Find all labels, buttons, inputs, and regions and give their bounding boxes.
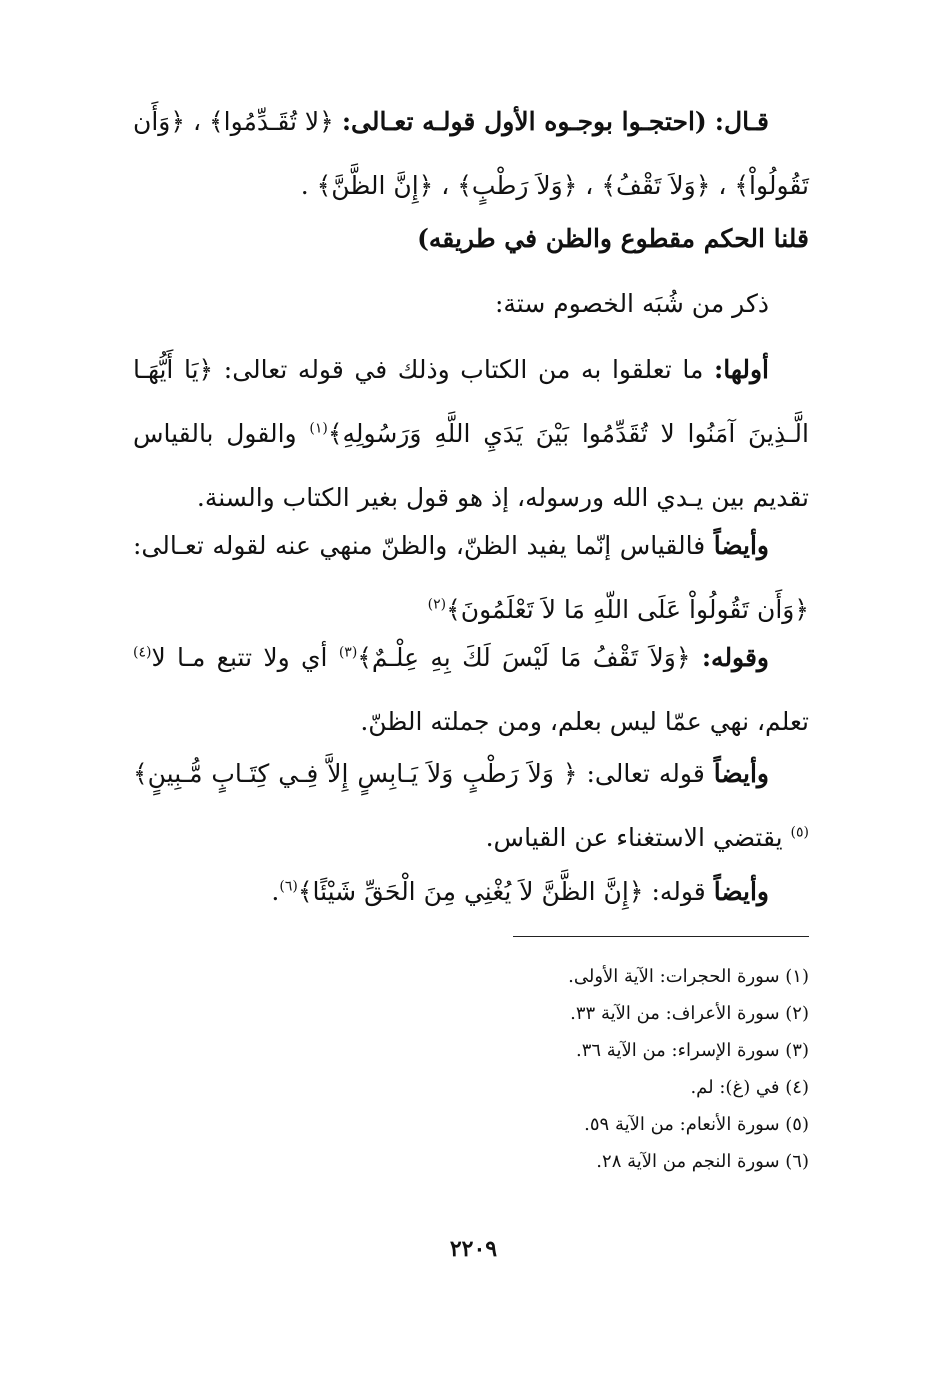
paragraph-text: فالقياس إنّما يفيد الظنّ، والظنّ منهي عنه لقوله تعـالى: ﴿وَأَن تَقُولُواْ عَلَى اللّهِ مَا لاَ تَعْلَمُونَ﴾ [133,531,809,624]
paragraph-lead: وأيضاً [713,759,769,788]
footnote-ref: (٦) [279,878,298,895]
paragraph-text: ذكر من شُبَه الخصوم ستة: [494,289,769,318]
paragraph-six-doubts [133,272,809,336]
paragraph-also-zann [133,860,809,924]
footnote-ref: (٥) [790,824,809,841]
paragraph-quotes: ﴿لا تُقَـدِّمُوا﴾ ، ﴿وَأَن تَقُولُواْ﴾ ، ﴿وَلاَ تَقْفُ﴾ ، ﴿وَلاَ رَطْبٍ﴾ ، ﴿إِنَّ الظَّنَّ﴾ . [133,107,809,200]
footnote-item: (١) سورة الحجرات: الآية الأولى. [568,966,809,987]
footnotes-list [133,958,809,1180]
footnote-item: (٥) سورة الأنعام: من الآية ٥٩. [584,1114,809,1135]
paragraph-text: ما تعلقوا به من الكتاب وذلك في قوله تعالى: ﴿يَا أَيُّهَـا الَّـذِينَ آمَنُوا لا تُقَدِّمُوا بَيْنَ يَدَيِ اللَّهِ وَرَسُولِهِ﴾ [133,355,809,448]
paragraph-lead: أولها: [713,355,769,384]
paragraph-his-saying [133,626,809,754]
paragraph-lead: قـال: [714,107,770,136]
paragraph-text: قوله تعالى: ﴿ وَلاَ رَطْبٍ وَلاَ يَـابِسٍ إِلاَّ فِـي كِتَـابٍ مُّـبِينٍ﴾ [133,759,705,788]
paragraph-also-qiyas [133,514,809,642]
footnote-ref: (١) [309,420,328,437]
paragraph-bold-text: (احتجـوا بوجـوه الأول قولـه تعـالى: [341,107,707,136]
paragraph-lead: وقوله: [701,643,769,672]
footnote-item: (٦) سورة النجم من الآية ٢٨. [596,1151,809,1172]
footnote-ref: (٣) [338,644,358,661]
footnote-item: (٣) سورة الإسراء: من الآية ٣٦. [576,1040,809,1061]
paragraph-qala [133,90,809,218]
paragraph-text: . [271,877,280,906]
page-number: ٢٢٠٩ [449,1236,498,1262]
section-heading: قلنا الحكم مقطوع والظن في طريقه) [417,224,809,253]
paragraph-lead: وأيضاً [713,531,769,560]
paragraph-text: تعلم، نهي عمّا ليس بعلم، ومن جملته الظنّ. [360,707,809,736]
paragraph-text: أي ولا تتبع مـا لا [151,643,328,672]
footnote-ref: (٤) [133,644,152,661]
footnote-item: (٤) في (غ): لم. [690,1077,809,1098]
footnote-item: (٢) سورة الأعراف: من الآية ٣٣. [570,1003,809,1024]
paragraph-text: قوله: ﴿إِنَّ الظَّنَّ لاَ يُغْنِي مِنَ الْحَقِّ شَيْئًا﴾ [297,877,706,906]
footnote-ref: (٢) [427,596,447,613]
paragraph-text: يقتضي الاستغناء عن القياس. [485,823,783,852]
paragraph-lead: وأيضاً [713,877,769,906]
paragraph-first [133,338,809,530]
footnote-divider [513,936,809,937]
paragraph-text: ﴿وَلاَ تَقْفُ مَا لَيْسَ لَكَ بِهِ عِلْـمٌ﴾ [357,643,691,672]
paragraph-text: والقول بالقياس تقديم بين يـدي الله ورسوله، إذ هو قول بغير الكتاب والسنة. [133,419,809,512]
paragraph-also-ratb [133,742,809,870]
